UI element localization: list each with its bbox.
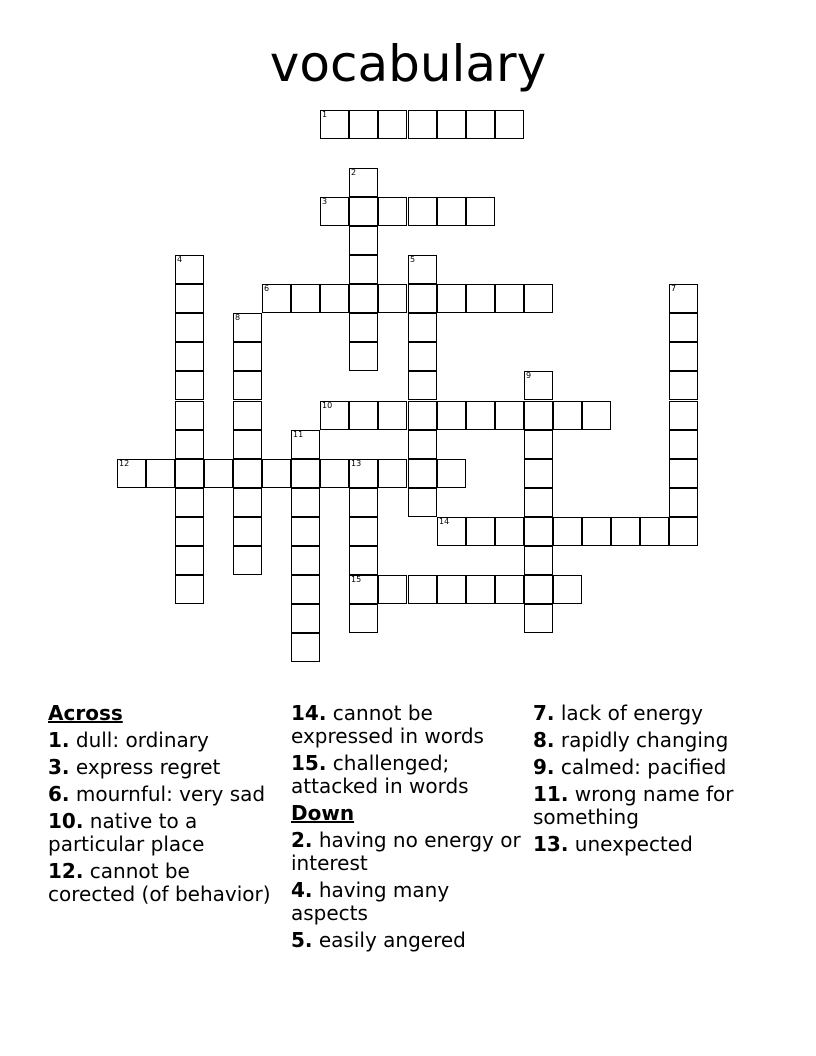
clue-number: 6. [48, 782, 70, 806]
grid-cell[interactable] [524, 459, 553, 488]
grid-cell[interactable] [233, 517, 262, 546]
grid-cell[interactable] [349, 459, 378, 488]
cell-number: 7 [671, 284, 677, 293]
grid-cell[interactable] [524, 575, 553, 604]
grid-cell[interactable] [408, 284, 437, 313]
grid-cell[interactable] [669, 371, 698, 400]
clue-number: 13. [533, 832, 569, 856]
grid-cell[interactable] [349, 168, 378, 197]
grid-cell[interactable] [437, 575, 466, 604]
grid-cell[interactable] [349, 401, 378, 430]
grid-cell[interactable] [320, 284, 349, 313]
grid-cell[interactable] [611, 517, 640, 546]
grid-cell[interactable] [408, 110, 437, 139]
clue-text: cannot be expressed in words [291, 701, 484, 748]
grid-cell[interactable] [466, 110, 495, 139]
clue-down-9 [533, 756, 773, 779]
clue-text: having no energy or interest [291, 828, 521, 875]
grid-cell[interactable] [175, 255, 204, 284]
clue-number: 3. [48, 755, 70, 779]
grid-cell[interactable] [291, 575, 320, 604]
grid-cell[interactable] [378, 110, 407, 139]
grid-cell[interactable] [408, 401, 437, 430]
grid-cell[interactable] [291, 459, 320, 488]
clue-number: 8. [533, 728, 555, 752]
grid-cell[interactable] [408, 342, 437, 371]
grid-cell[interactable] [291, 430, 320, 459]
clue-across-14 [291, 702, 521, 748]
grid-cell[interactable] [320, 459, 349, 488]
clue-text: rapidly changing [560, 728, 729, 752]
grid-cell[interactable] [640, 517, 669, 546]
grid-cell[interactable] [524, 371, 553, 400]
grid-cell[interactable] [291, 284, 320, 313]
clue-text: wrong name for something [533, 782, 734, 829]
grid-cell[interactable] [349, 342, 378, 371]
grid-cell[interactable] [320, 401, 349, 430]
grid-cell[interactable] [669, 430, 698, 459]
clue-text: unexpected [574, 832, 693, 856]
grid-cell[interactable] [175, 430, 204, 459]
grid-cell[interactable] [553, 575, 582, 604]
clues-column-1 [48, 702, 278, 910]
clue-across-1 [48, 729, 278, 752]
clue-across-10 [48, 810, 278, 856]
clue-text: mournful: very sad [75, 782, 266, 806]
grid-cell[interactable] [233, 371, 262, 400]
grid-cell[interactable] [524, 430, 553, 459]
grid-cell[interactable] [466, 401, 495, 430]
grid-cell[interactable] [175, 575, 204, 604]
clue-text: dull: ordinary [75, 728, 209, 752]
grid-cell[interactable] [146, 459, 175, 488]
clue-text: calmed: pacified [560, 755, 727, 779]
cell-number: 10 [322, 401, 333, 410]
grid-cell[interactable] [378, 284, 407, 313]
grid-cell[interactable] [349, 226, 378, 255]
clue-number: 9. [533, 755, 555, 779]
grid-cell[interactable] [262, 459, 291, 488]
cell-number: 8 [235, 313, 241, 322]
grid-cell[interactable] [349, 517, 378, 546]
clue-text: native to a particular place [48, 809, 205, 856]
grid-cell[interactable] [437, 517, 466, 546]
clue-number: 11. [533, 782, 569, 806]
grid-cell[interactable] [524, 284, 553, 313]
grid-cell[interactable] [378, 197, 407, 226]
grid-cell[interactable] [291, 546, 320, 575]
clue-number: 10. [48, 809, 84, 833]
clue-number: 2. [291, 828, 313, 852]
clue-down-13 [533, 833, 773, 856]
grid-cell[interactable] [466, 575, 495, 604]
grid-cell[interactable] [320, 110, 349, 139]
grid-cell[interactable] [466, 284, 495, 313]
grid-cell[interactable] [117, 459, 146, 488]
grid-cell[interactable] [669, 284, 698, 313]
grid-cell[interactable] [291, 633, 320, 662]
grid-cell[interactable] [291, 488, 320, 517]
grid-cell[interactable] [233, 459, 262, 488]
puzzle-title: vocabulary [269, 35, 547, 93]
grid-cell[interactable] [408, 430, 437, 459]
grid-cell[interactable] [349, 604, 378, 633]
grid-cell[interactable] [408, 197, 437, 226]
grid-cell[interactable] [233, 546, 262, 575]
cell-number: 13 [351, 459, 362, 468]
grid-cell[interactable] [349, 488, 378, 517]
grid-cell[interactable] [408, 255, 437, 284]
grid-cell[interactable] [349, 546, 378, 575]
grid-cell[interactable] [582, 517, 611, 546]
cell-number: 2 [351, 168, 357, 177]
grid-cell[interactable] [175, 459, 204, 488]
clues-column-3 [533, 702, 773, 860]
cell-number: 9 [526, 371, 532, 380]
clue-text: having many aspects [291, 878, 450, 925]
grid-cell[interactable] [553, 401, 582, 430]
down-heading: Down [291, 801, 355, 825]
grid-cell[interactable] [437, 284, 466, 313]
clues-column-2 [291, 702, 521, 956]
grid-cell[interactable] [408, 313, 437, 342]
grid-cell[interactable] [378, 401, 407, 430]
grid-cell[interactable] [175, 546, 204, 575]
clue-text: easily angered [318, 928, 466, 952]
grid-cell[interactable] [233, 401, 262, 430]
grid-cell[interactable] [320, 197, 349, 226]
grid-cell[interactable] [669, 517, 698, 546]
grid-cell[interactable] [349, 284, 378, 313]
cell-number: 3 [322, 197, 328, 206]
grid-cell[interactable] [175, 371, 204, 400]
grid-cell[interactable] [495, 284, 524, 313]
clue-across-15 [291, 752, 521, 798]
grid-cell[interactable] [669, 313, 698, 342]
grid-cell[interactable] [175, 313, 204, 342]
clue-down-7 [533, 702, 773, 725]
clue-number: 7. [533, 701, 555, 725]
grid-cell[interactable] [669, 401, 698, 430]
grid-cell[interactable] [233, 313, 262, 342]
grid-cell[interactable] [204, 459, 233, 488]
grid-cell[interactable] [233, 430, 262, 459]
grid-cell[interactable] [408, 459, 437, 488]
grid-cell[interactable] [437, 401, 466, 430]
grid-cell[interactable] [408, 371, 437, 400]
clue-text: lack of energy [560, 701, 703, 725]
clue-number: 1. [48, 728, 70, 752]
grid-cell[interactable] [553, 517, 582, 546]
cell-number: 4 [177, 255, 183, 264]
cell-number: 1 [322, 110, 328, 119]
grid-cell[interactable] [378, 575, 407, 604]
grid-cell[interactable] [175, 517, 204, 546]
grid-cell[interactable] [262, 284, 291, 313]
grid-cell[interactable] [378, 459, 407, 488]
grid-cell[interactable] [291, 517, 320, 546]
clue-down-5 [291, 929, 521, 952]
grid-cell[interactable] [524, 604, 553, 633]
grid-cell[interactable] [524, 517, 553, 546]
grid-cell[interactable] [233, 488, 262, 517]
clue-text: challenged; attacked in words [291, 751, 469, 798]
clue-down-2 [291, 829, 521, 875]
grid-cell[interactable] [349, 575, 378, 604]
grid-cell[interactable] [524, 546, 553, 575]
cell-number: 11 [293, 430, 304, 439]
grid-cell[interactable] [233, 342, 262, 371]
grid-cell[interactable] [175, 488, 204, 517]
clue-across-3 [48, 756, 278, 779]
grid-cell[interactable] [495, 110, 524, 139]
grid-cell[interactable] [291, 604, 320, 633]
clue-across-6 [48, 783, 278, 806]
grid-cell[interactable] [349, 255, 378, 284]
grid-cell[interactable] [408, 575, 437, 604]
cell-number: 6 [264, 284, 270, 293]
grid-cell[interactable] [495, 517, 524, 546]
grid-cell[interactable] [175, 284, 204, 313]
grid-cell[interactable] [669, 488, 698, 517]
cell-number: 14 [439, 517, 450, 526]
clue-number: 4. [291, 878, 313, 902]
grid-cell[interactable] [349, 197, 378, 226]
clue-down-11 [533, 783, 773, 829]
grid-cell[interactable] [437, 197, 466, 226]
cell-number: 5 [410, 255, 416, 264]
clue-number: 5. [291, 928, 313, 952]
grid-cell[interactable] [466, 517, 495, 546]
grid-cell[interactable] [466, 197, 495, 226]
grid-cell[interactable] [524, 401, 553, 430]
grid-cell[interactable] [495, 575, 524, 604]
clue-text: cannot be corected (of behavior) [48, 859, 271, 906]
clue-number: 12. [48, 859, 84, 883]
clue-text: express regret [75, 755, 221, 779]
grid-cell[interactable] [582, 401, 611, 430]
grid-cell[interactable] [175, 401, 204, 430]
grid-cell[interactable] [495, 401, 524, 430]
grid-cell[interactable] [408, 488, 437, 517]
clue-down-8 [533, 729, 773, 752]
grid-cell[interactable] [349, 313, 378, 342]
clue-down-4 [291, 879, 521, 925]
grid-cell[interactable] [524, 488, 553, 517]
grid-cell[interactable] [437, 459, 466, 488]
clue-number: 15. [291, 751, 327, 775]
clue-number: 14. [291, 701, 327, 725]
grid-cell[interactable] [175, 342, 204, 371]
grid-cell[interactable] [669, 342, 698, 371]
cell-number: 12 [119, 459, 130, 468]
grid-cell[interactable] [349, 110, 378, 139]
grid-cell[interactable] [669, 459, 698, 488]
across-heading: Across [48, 701, 123, 725]
grid-cell[interactable] [437, 110, 466, 139]
cell-number: 15 [351, 575, 362, 584]
clue-across-12 [48, 860, 278, 906]
